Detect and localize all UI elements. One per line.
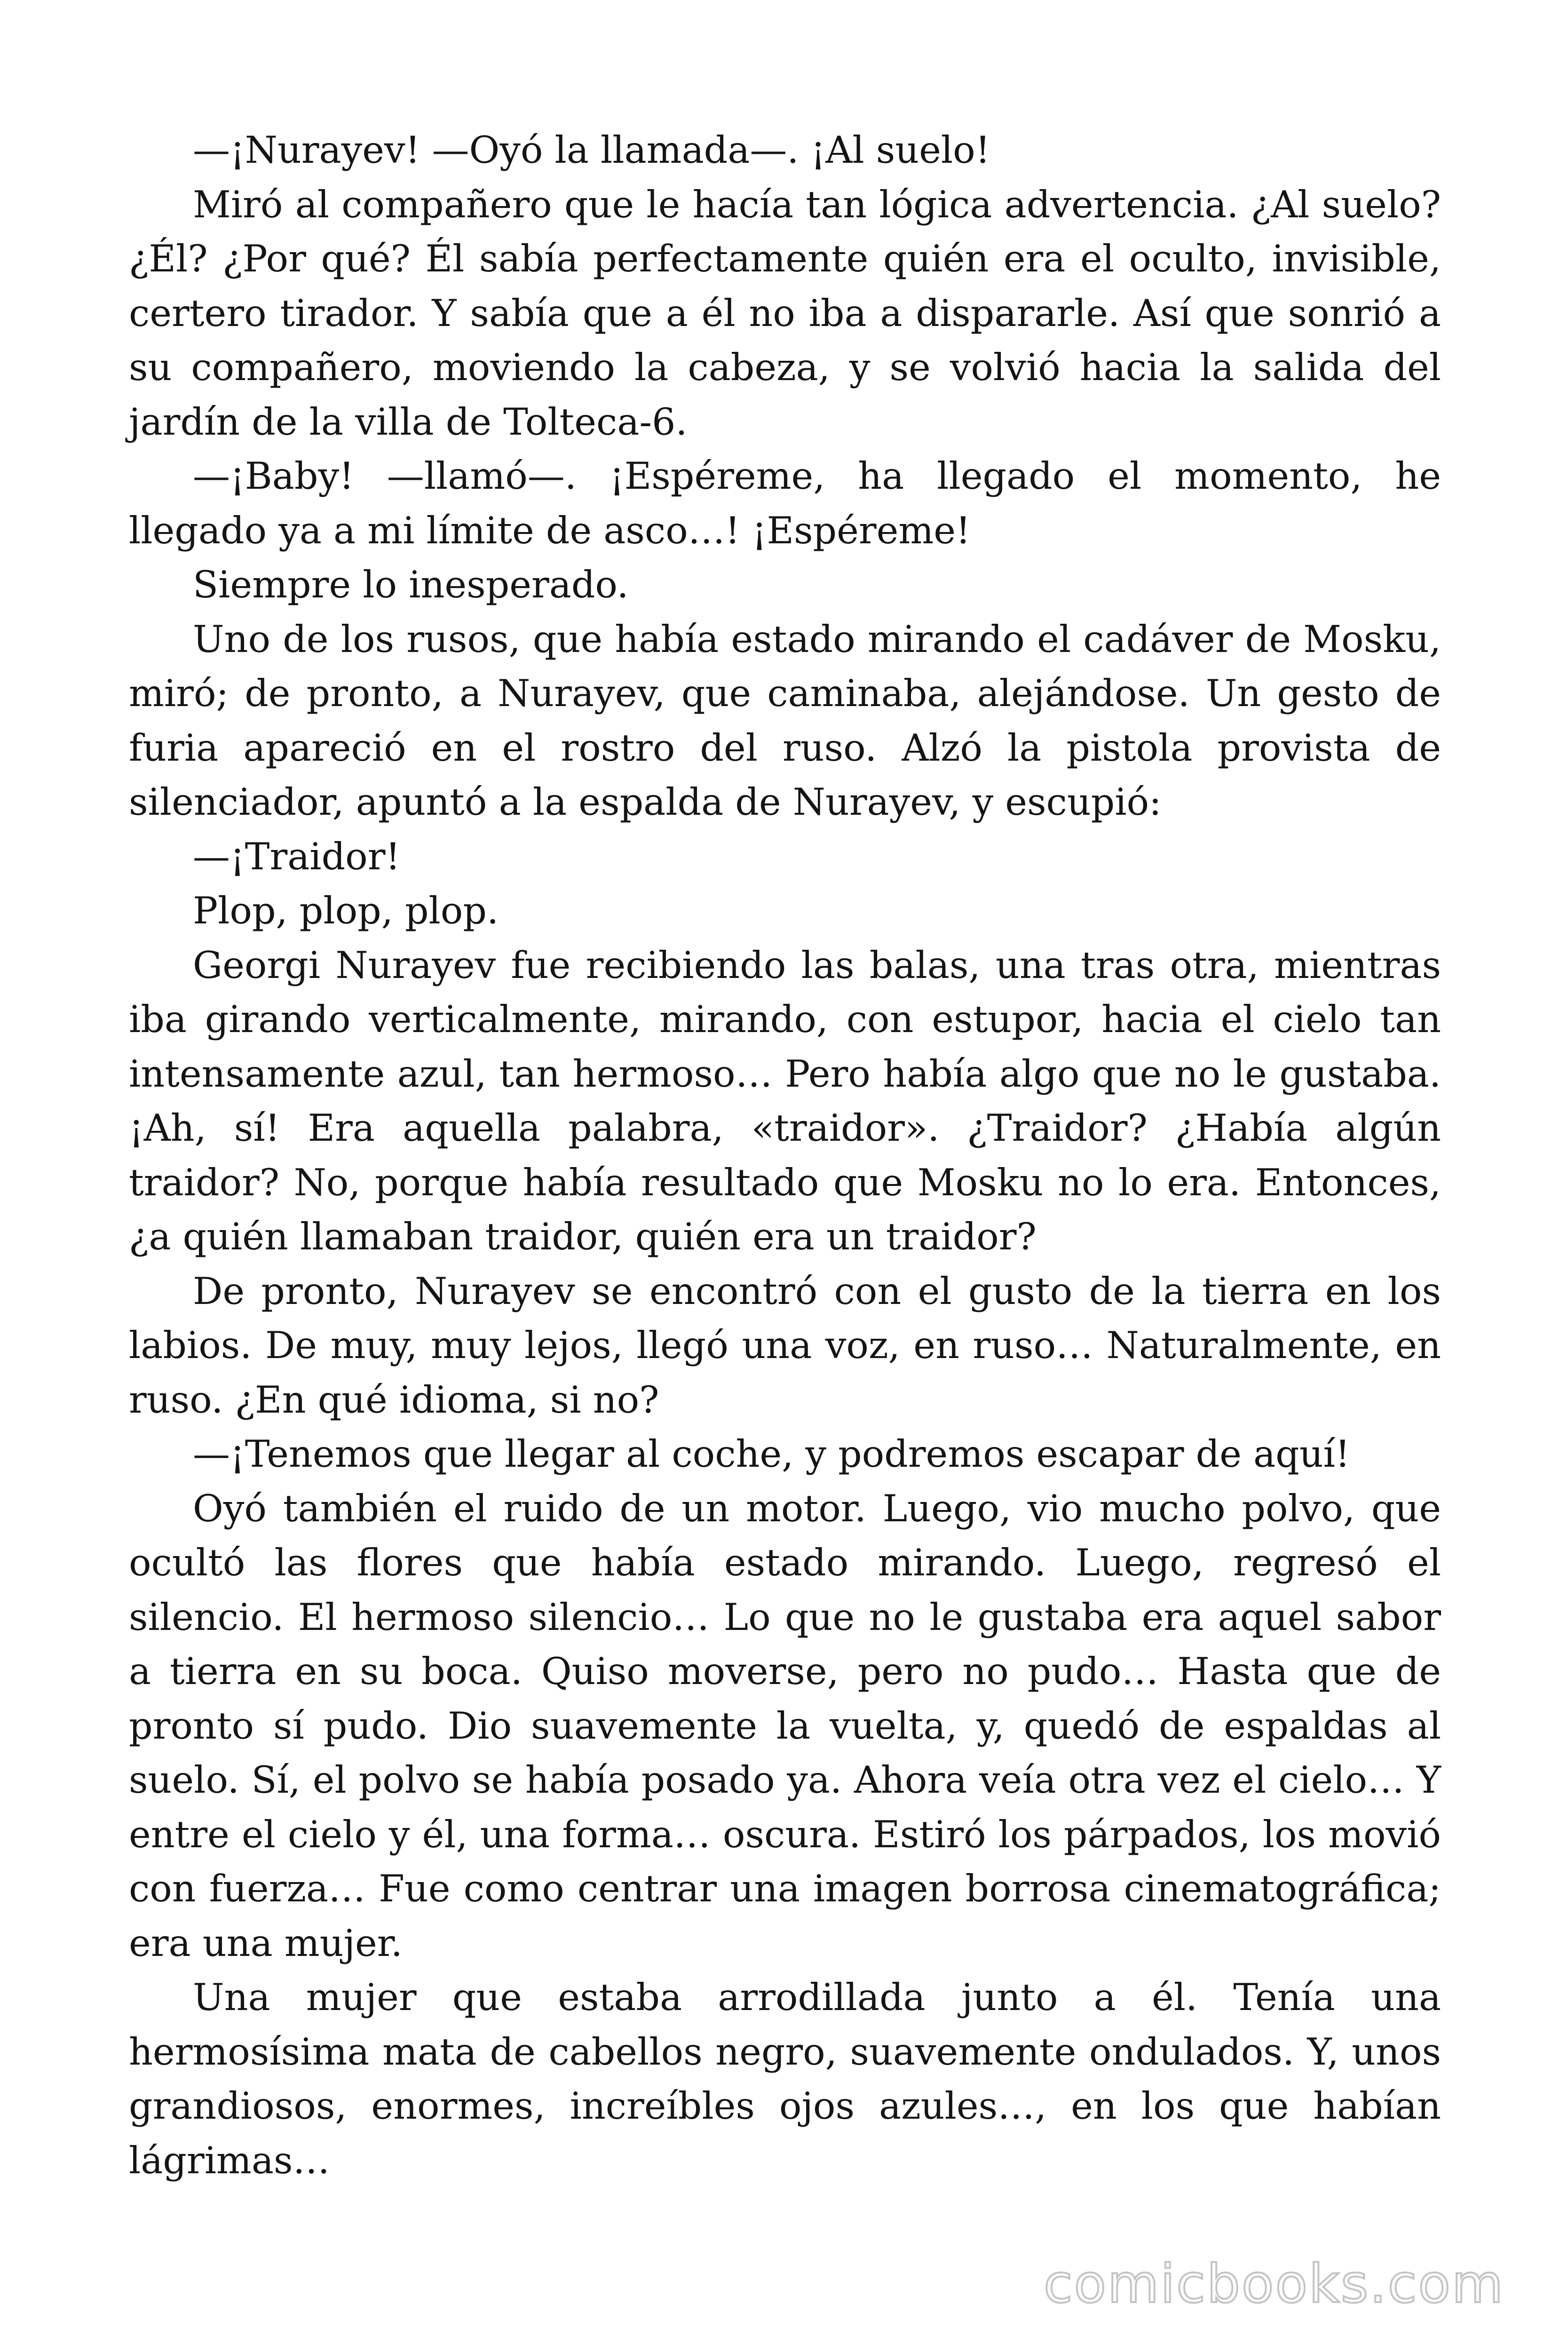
- paragraph: —¡Traidor!: [193, 834, 401, 878]
- paragraph: Una mujer que estaba arrodillada junto a él. Tenía una hermosísima mata de cabellos negro, suavemente ondulados. Y, unos grandiosos, enormes, increíbles ojos azules…, en los que habían lágrimas…: [129, 1976, 1441, 2182]
- paragraph: —¡Tenemos que llegar al coche, y podremos escapar de aquí!: [193, 1432, 1350, 1476]
- paragraph: Plop, plop, plop.: [193, 889, 499, 932]
- paragraph: Uno de los rusos, que había estado mirando el cadáver de Mosku, miró; de pronto, a Nurayev, que caminaba, alejándose. Un gesto de furia apareció en el rostro del ruso. Alzó la pistola provista de silenciador, apuntó a la espalda de Nurayev, y escupió:: [129, 617, 1441, 824]
- paragraph: Miró al compañero que le hacía tan lógica advertencia. ¿Al suelo? ¿Él? ¿Por qué? Él sabía perfectamente quién era el oculto, invisible, certero tirador. Y sabía que a él no iba a dispararle. Así que sonrió a su compañero, moviendo la cabeza, y se volvió hacia la salida del jardín de la villa de Tolteca-6.: [129, 183, 1441, 444]
- paragraph: Siempre lo inesperado.: [193, 563, 629, 606]
- paragraph: —¡Baby! —llamó—. ¡Espéreme, ha llegado el momento, he llegado ya a mi límite de asco…! ¡Espéreme!: [129, 454, 1441, 552]
- paragraph: Oyó también el ruido de un motor. Luego, vio mucho polvo, que ocultó las flores que había estado mirando. Luego, regresó el silencio. El hermoso silencio… Lo que no le gustaba era aquel sabor a tierra en su boca. Quiso moverse, pero no pudo… Hasta que de pronto sí pudo. Dio suavemente la vuelta, y, quedó de espaldas al suelo. Sí, el polvo se había posado ya. Ahora veía otra vez el cielo… Y entre el cielo y él, una forma… oscura. Estiró los párpados, los movió con fuerza… Fue como centrar una imagen borrosa cinematográfica; era una mujer.: [129, 1486, 1441, 1965]
- watermark-logo: comicbooks.com: [1043, 2254, 1505, 2315]
- book-page-text: [129, 123, 1441, 2188]
- paragraph: Georgi Nurayev fue recibiendo las balas, una tras otra, mientras iba girando verticalmente, mirando, con estupor, hacia el cielo tan intensamente azul, tan hermoso… Pero había algo que no le gustaba. ¡Ah, sí! Era aquella palabra, «traidor». ¿Traidor? ¿Había algún traidor? No, porque había resultado que Mosku no lo era. Entonces, ¿a quién llamaban traidor, quién era un traidor?: [129, 943, 1441, 1258]
- paragraph: —¡Nurayev! —Oyó la llamada—. ¡Al suelo!: [193, 128, 990, 172]
- paragraph: De pronto, Nurayev se encontró con el gusto de la tierra en los labios. De muy, muy lejos, llegó una voz, en ruso… Naturalmente, en ruso. ¿En qué idioma, si no?: [129, 1269, 1441, 1422]
